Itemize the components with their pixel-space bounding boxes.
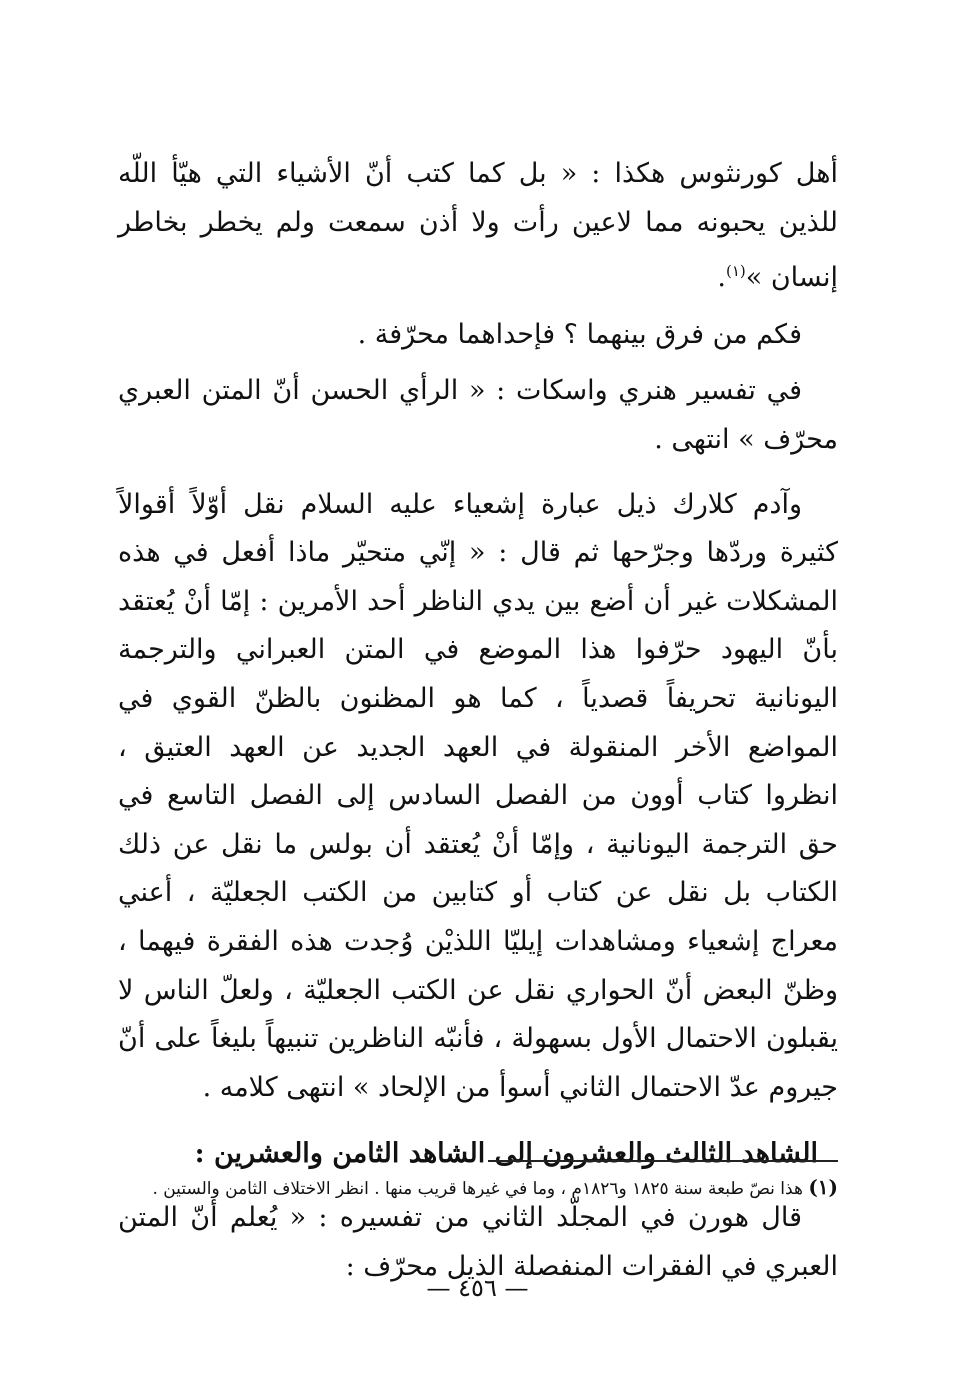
page-number: — ٤٥٦ — <box>426 1274 529 1302</box>
paragraph-horne: قال هورن في المجلّد الثاني من تفسيره : « يُعلم أنّ المتن العبري في الفقرات المنفصلة الذيل محرّف : <box>118 1202 838 1282</box>
paragraph-corinthians-text: أهل كورنثوس هكذا : « بل كما كتب أنّ الأشياء التي هيّأ اللّه للذين يحبونه مما لاعين رأت ولا أذن سمعت ولم يخطر بخاطر إنسان » <box>118 158 838 294</box>
main-text <box>118 150 838 1291</box>
paragraph-difference: فكم من فرق بينهما ؟ فإحداهما محرّفة . <box>357 318 802 350</box>
footnote-text: هذا نصّ طبعة سنة ١٨٢٥ و١٨٢٦م ، وما في غيرها قريب منها . انظر الاختلاف الثامن والستين . <box>152 1179 803 1199</box>
footnote-number: (١) <box>808 1175 838 1199</box>
paragraph-henry-scott: في تفسير هنري واسكات : « الرأي الحسن أنّ المتن العبري محرّف » انتهى . <box>118 375 838 455</box>
paragraph-corinthians <box>118 150 838 303</box>
footnote-marker: (١) <box>725 262 746 281</box>
paragraph-corinthians-end: . <box>717 262 726 294</box>
footnote <box>118 1172 838 1204</box>
footnote-divider <box>488 1160 838 1162</box>
paragraph-adam-clarke: وآدم كلارك ذيل عبارة إشعياء عليه السلام نقل أوّلاً أقوالاً كثيرة وردّها وجرّحها ثم قال : « إنّي متحيّر ماذا أفعل في هذه المشكلات غير أن أضع بين يدي الناظر أحد الأمرين : إمّا أنْ يُعتقد بأنّ اليهود حرّفوا هذا الموضع في المتن العبراني والترجمة اليونانية تحريفاً قصدياً ، كما هو المظنون بالظنّ القوي في المواضع الأخر المنقولة في العهد الجديد عن العهد العتيق ، انظروا كتاب أوون من الفصل السادس إلى الفصل التاسع في حق الترجمة اليونانية ، وإمّا أنْ يُعتقد أن بولس ما نقل عن ذلك الكتاب بل نقل عن كتاب أو كتابين من الكتب الجعليّة ، أعني معراج إشعياء ومشاهدات إيليّا اللذيْن وُجدت هذه الفقرة فيهما ، وظنّ البعض أنّ الحواري نقل عن الكتب الجعليّة ، ولعلّ الناس لا يقبلون الاحتمال الأول بسهولة ، فأنبّه الناظرين تنبيهاً بليغاً على أنّ جيروم عدّ الاحتمال الثاني أسوأ من الإلحاد » انتهى كلامه . <box>118 488 839 1103</box>
section-heading: الشاهد الثالث والعشرون إلى الشاهد الثامن والعشرين : <box>194 1138 818 1170</box>
